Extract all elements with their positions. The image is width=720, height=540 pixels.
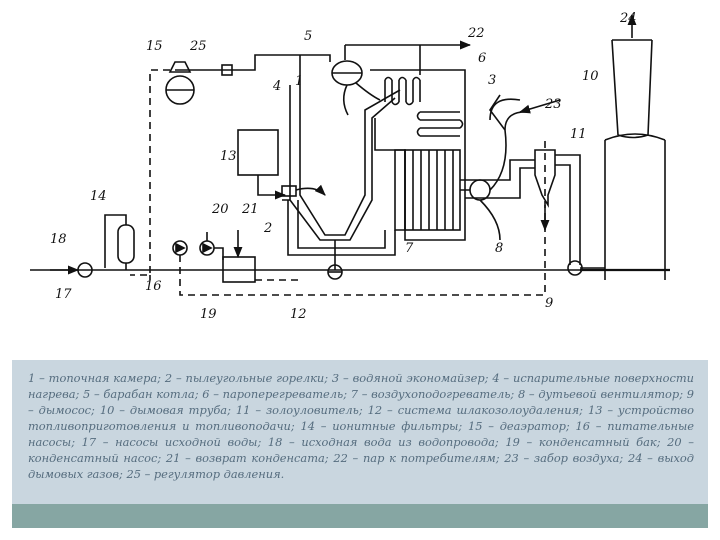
ion-filter [118, 225, 134, 263]
label-6: 6 [478, 51, 487, 66]
steam-to-consumers [345, 45, 470, 60]
hot-air-duct [282, 200, 395, 255]
label-21: 21 [242, 202, 259, 217]
label-10: 10 [582, 69, 599, 84]
furnace-chamber [300, 90, 400, 235]
label-9: 9 [545, 296, 554, 311]
label-24: 24 [620, 11, 637, 26]
label-16: 16 [145, 279, 162, 294]
caption-text: 1 – топочная камера; 2 – пылеугольные горелки; 3 – водяной экономайзер; 4 – испарительные поверхности нагрева; 5 – барабан котла; 6 – пароперегреватель; 7 – воздухоподогреватель; 8 – дутьевой вентилятор; 9 – дымосос; 10 – дымовая труба; 11 – золоуловитель; 12 – система шлакозолоудаления; 13 – устройство топливоприготовления и топливоподачи; 14 – ионитные фильтры; 15 – деаэратор; 16 – питательные насосы; 17 – насосы исходной воды; 18 – исходная вода из водопровода; 19 – конденсатный бак; 20 – конденсатный насос; 21 – возврат конденсата; 22 – пар к потребителям; 23 – забор воздуха; 24 – выход дымовых газов; 25 – регулятор давления. [28, 371, 694, 481]
smoke-exhauster [568, 261, 582, 275]
label-20: 20 [212, 202, 229, 217]
blower-fan [470, 180, 490, 200]
label-22: 22 [468, 26, 485, 41]
caption-footer-bar [12, 504, 708, 528]
label-15: 15 [146, 39, 163, 54]
label-12: 12 [290, 307, 307, 322]
feed-line-top [182, 55, 330, 70]
label-23: 23 [545, 97, 562, 112]
label-19: 19 [200, 307, 217, 322]
air-intake [490, 99, 530, 130]
label-25: 25 [190, 39, 207, 54]
label-1: 1 [295, 74, 304, 89]
label-2: 2 [264, 221, 273, 236]
caption-panel [12, 360, 708, 528]
fuel-preparation [238, 130, 278, 175]
label-7: 7 [405, 241, 414, 256]
label-18: 18 [50, 232, 67, 247]
chimney [605, 134, 665, 280]
label-11: 11 [570, 127, 587, 142]
label-4: 4 [273, 79, 282, 94]
label-8: 8 [495, 241, 504, 256]
dashed-loop [130, 70, 545, 295]
label-13: 13 [220, 149, 237, 164]
economizer-coil [418, 112, 463, 136]
superheater-coil [385, 80, 420, 102]
label-14: 14 [90, 189, 107, 204]
label-17: 17 [55, 287, 72, 302]
label-3: 3 [488, 73, 497, 88]
furnace-inner-wall [290, 85, 395, 240]
label-5: 5 [304, 29, 313, 44]
